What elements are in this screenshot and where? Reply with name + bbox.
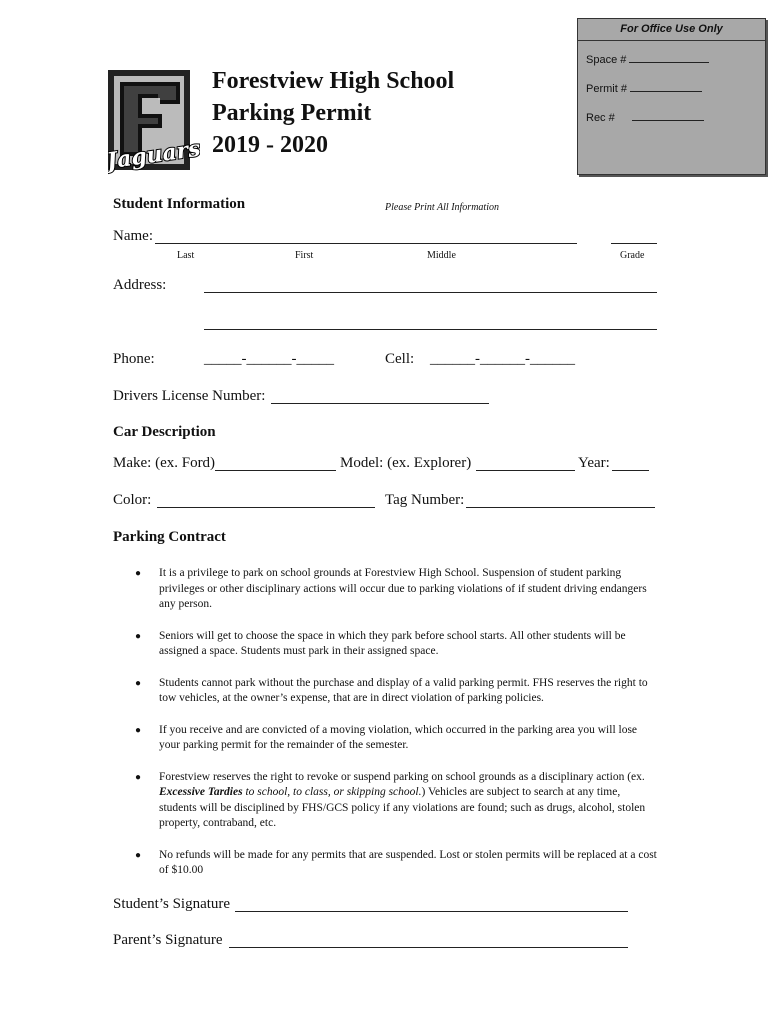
bullet-icon: ● [135,849,142,861]
rule-text: It is a privilege to park on school grounds at Forestview High School. Suspension of student parking privileges or other disciplinary actions will occur due to parking violations of if student driving endangers any person. [159,567,647,610]
car-heading: Car Description [113,424,216,440]
jaguars-logo [108,70,200,178]
parent-signature-label: Parent’s Signature [113,932,223,948]
office-rec-label: Rec # [586,112,615,124]
office-permit-field[interactable] [586,80,702,95]
student-info-heading: Student Information [113,196,246,212]
bullet-icon: ● [135,568,142,579]
address-label: Address: [113,277,167,293]
student-signature-label: Student’s Signature [113,896,231,912]
rule-text: Students cannot park without the purchase and display of a valid parking permit. FHS reserves the right to tow vehicles, at the owner’s expense, that are in direct violation of parking policies. [159,676,648,704]
school-year: 2019 - 2020 [212,132,328,158]
contract-rule [135,770,660,832]
student-signature-line[interactable] [235,911,628,912]
grade-input-line[interactable] [611,243,657,244]
contract-rule [135,848,660,879]
office-space-label: Space # [586,54,627,66]
model-label: Model: (ex. Explorer) [340,455,472,471]
office-rec-field[interactable] [586,109,704,124]
office-permit-label: Permit # [586,83,627,95]
bullet-icon: ● [135,771,142,783]
office-space-field[interactable] [586,51,709,66]
rule-text-part: Forestview reserves the right to revoke or suspend parking on school grounds as a disciplinary action (ex. [159,770,645,783]
name-label: Name: [113,228,153,244]
make-label: Make: (ex. Ford) [113,455,216,471]
rule-text: No refunds will be made for any permits that are suspended. Lost or stolen permits will be replaced at a cost of $10.00 [159,848,657,876]
year-label: Year: [578,455,610,471]
phone-blank[interactable]: _____-______-_____ [204,351,334,367]
address-line-1[interactable] [204,292,657,293]
office-title-divider [578,40,765,41]
print-note: Please Print All Information [385,202,499,213]
rule-emphasis: Excessive Tardies [159,786,243,798]
contract-heading: Parking Contract [113,529,226,545]
office-rec-line [632,109,704,121]
model-input-line[interactable] [476,470,575,471]
contract-rules-list [135,566,660,895]
license-label: Drivers License Number: [113,388,266,404]
name-sub-grade: Grade [620,250,645,261]
logo-script-text: Jaguars [108,135,200,175]
office-use-title: For Office Use Only [620,23,723,35]
make-input-line[interactable] [215,470,336,471]
name-sub-first: First [295,250,314,261]
contract-rule [135,676,660,707]
rule-text: If you receive and are convicted of a moving violation, which occurred in the parking area you will lose your parking permit for the remainder of the semester. [159,723,638,751]
color-label: Color: [113,492,152,508]
tag-label: Tag Number: [385,492,465,508]
parent-signature-line[interactable] [229,947,628,948]
office-permit-line [630,80,702,92]
cell-blank[interactable]: ______-______-______ [430,351,575,367]
name-sub-middle: Middle [427,250,456,261]
license-input-line[interactable] [271,403,489,404]
office-space-line [629,51,709,63]
year-input-line[interactable] [612,470,649,471]
permit-title: Parking Permit [212,100,372,126]
tag-input-line[interactable] [466,507,655,508]
bullet-icon: ● [135,677,142,689]
school-name: Forestview High School [212,68,455,94]
office-use-box [577,18,766,175]
rule-italic: to school, to class, or skipping school. [242,786,422,798]
bullet-icon: ● [135,724,142,736]
bullet-icon: ● [135,630,142,642]
contract-rule [135,629,660,660]
color-input-line[interactable] [157,507,375,508]
contract-rule [135,566,660,613]
address-line-2[interactable] [204,329,657,330]
name-input-line[interactable] [155,243,577,244]
contract-rule [135,723,660,754]
phone-label: Phone: [113,351,155,367]
rule-text-part: ) Vehicles are subject to search at any time, students will be disciplined by FHS/GCS policy if any violations are found; such as drugs, alcohol, stolen property, contraband, etc. [159,786,646,829]
cell-label: Cell: [385,351,415,367]
name-sub-last: Last [177,250,195,261]
rule-text: Seniors will get to choose the space in which they park before school starts. All other students will be assigned a space. Students must park in their assigned space. [159,629,626,657]
